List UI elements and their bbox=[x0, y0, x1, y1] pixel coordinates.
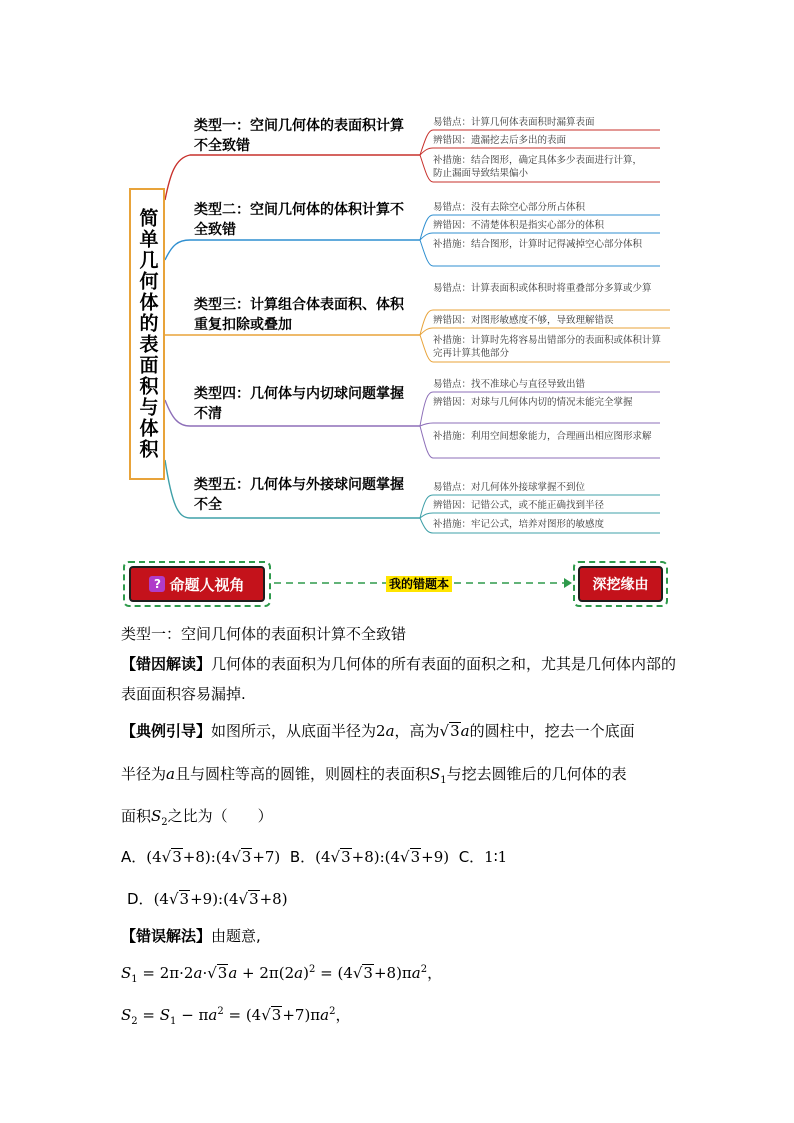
example-text-5: 且与圆柱等高的圆锥，则圆柱的表面积 bbox=[174, 765, 430, 783]
leaf-4-1: 易错点：找不准球心与直径导致出错 bbox=[433, 379, 586, 390]
type-node-5: 类型五：几何体与外接球问题掌握不全 bbox=[194, 477, 404, 513]
banner-right-button: 深挖缘由 bbox=[578, 566, 663, 602]
mind-map-connectors bbox=[0, 0, 794, 540]
example-text-8: 之比为（ ） bbox=[167, 807, 273, 825]
option-a-label: A． bbox=[121, 848, 147, 866]
error-reading-text: 几何体的表面积为几何体的所有表面的面积之和，尤其是几何体内部的表面面积容易漏掉. bbox=[121, 655, 677, 703]
option-c-value: 1∶1 bbox=[484, 848, 508, 866]
root-title: 简单几何体的表面积与体积 bbox=[136, 208, 159, 460]
option-b-value: (4√3+8):(4√3+9) bbox=[315, 848, 450, 866]
leaf-3-3: 补措施：计算时先将容易出错部分的表面积或体积计算完再计算其他部分 bbox=[433, 335, 662, 359]
error-reading-paragraph bbox=[121, 649, 681, 709]
type-node-4: 类型四：几何体与内切球问题掌握不清 bbox=[194, 386, 404, 422]
math-a: a bbox=[166, 765, 175, 783]
equation-s2: $S_2 = S_1 - \pi a^2 = (4√3+7)\pi a^2$， bbox=[121, 1006, 351, 1027]
section-heading: 类型一：空间几何体的表面积计算不全致错 bbox=[121, 625, 407, 643]
leaf-1-3: 补措施：结合图形，确定具体多少表面进行计算，防止漏面导致结果偏小 bbox=[433, 155, 643, 179]
example-tag: 【典例引导】 bbox=[121, 722, 212, 740]
leaf-4-2: 辨错因：对球与几何体内切的情况未能完全掌握 bbox=[433, 397, 633, 408]
leaf-2-3: 补措施：结合图形，计算时记得减掉空心部分体积 bbox=[433, 239, 643, 250]
leaf-5-3: 补措施：牢记公式，培养对图形的敏感度 bbox=[433, 519, 605, 530]
example-text-2: ，高为 bbox=[394, 722, 440, 740]
example-line-2 bbox=[121, 759, 681, 796]
wrong-solution-text: 由题意, bbox=[211, 927, 261, 945]
example-text-6: 与挖去圆锥后的几何体的表 bbox=[446, 765, 627, 783]
example-text-4: 半径为 bbox=[121, 765, 167, 783]
math-2a: 2a bbox=[376, 722, 395, 740]
example-text-7: 面积 bbox=[121, 807, 152, 825]
type-node-3: 类型三：计算组合体表面积、体积重复扣除或叠加 bbox=[194, 297, 404, 333]
leaf-5-2: 辨错因：记错公式，或不能正确找到半径 bbox=[433, 500, 605, 511]
leaf-2-1: 易错点：没有去除空心部分所占体积 bbox=[433, 202, 586, 213]
mind-map bbox=[0, 0, 794, 540]
option-c-label: C． bbox=[458, 848, 485, 866]
wrong-solution-tag: 【错误解法】 bbox=[121, 927, 212, 945]
leaf-5-1: 易错点：对几何体外接球掌握不到位 bbox=[433, 482, 586, 493]
option-d-label: D． bbox=[127, 890, 154, 908]
option-b-label: B． bbox=[289, 848, 316, 866]
example-line-1 bbox=[121, 716, 681, 746]
example-text-3: 的圆柱中，挖去一个底面 bbox=[469, 722, 635, 740]
type-node-1: 类型一：空间几何体的表面积计算不全致错 bbox=[194, 118, 404, 154]
math-s1: $S_1$ bbox=[429, 765, 447, 786]
equation-s1: $S_1 = 2\pi\cdot 2a\cdot√3a + 2\pi(2a)^2 = (4√3+8)\pi a^2$， bbox=[121, 964, 443, 985]
error-reading-tag: 【错因解读】 bbox=[121, 655, 212, 673]
type-node-2: 类型二：空间几何体的体积计算不全致错 bbox=[194, 202, 404, 238]
banner-middle-label: 我的错题本 bbox=[386, 576, 452, 592]
leaf-2-2: 辨错因：不清楚体积是指实心部分的体积 bbox=[433, 220, 605, 231]
options-line-1 bbox=[121, 842, 681, 872]
leaf-4-3: 补措施：利用空间想象能力，合理画出相应图形求解 bbox=[433, 431, 652, 442]
leaf-1-1: 易错点：计算几何体表面积时漏算表面 bbox=[433, 117, 595, 128]
banner-left-button bbox=[129, 566, 265, 602]
math-s2: $S_2$ bbox=[151, 807, 168, 828]
option-a-value: (4√3+8):(4√3+7) bbox=[146, 848, 281, 866]
example-text-1: 如图所示，从底面半径为 bbox=[211, 722, 377, 740]
options-line-2 bbox=[127, 884, 687, 914]
example-line-3 bbox=[121, 801, 681, 838]
wrong-solution-paragraph bbox=[121, 921, 681, 951]
banner-left-label: 命题人视角 bbox=[169, 575, 245, 594]
leaf-3-2: 辨错因：对图形敏感度不够，导致理解错误 bbox=[433, 315, 614, 326]
question-icon: ? bbox=[149, 576, 165, 592]
leaf-1-2: 辨错因：遗漏挖去后多出的表面 bbox=[433, 135, 567, 146]
math-sqrt3a: √3a bbox=[439, 722, 470, 740]
leaf-3-1: 易错点：计算表面积或体积时将重叠部分多算或少算 bbox=[433, 283, 652, 294]
option-d-value: (4√3+9):(4√3+8) bbox=[153, 890, 288, 908]
root-node bbox=[129, 188, 165, 480]
